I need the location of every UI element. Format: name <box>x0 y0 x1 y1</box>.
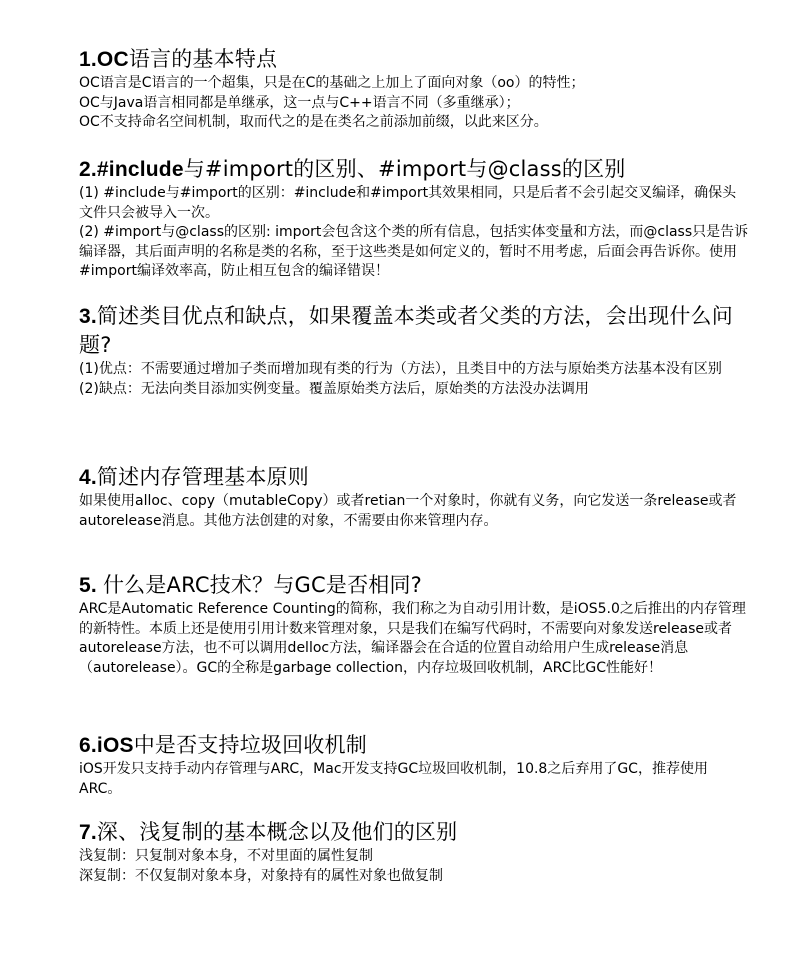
section-4-heading <box>79 463 749 492</box>
section-3-heading <box>79 302 749 360</box>
section-3 <box>79 302 749 399</box>
section-2-heading <box>79 155 749 184</box>
section-1-line-1: OC语言是C语言的一个超集，只是在C的基础之上加上了面向对象（oo）的特性； <box>79 75 585 91</box>
section-7-title: 深、浅复制的基本概念以及他们的区别 <box>96 820 458 844</box>
section-4 <box>79 463 749 531</box>
section-3-line-2: (2)缺点：无法向类目添加实例变量。覆盖原始类方法后，原始类的方法没办法调用 <box>79 380 589 397</box>
section-6 <box>79 731 749 799</box>
section-1-line-3: OC不支持命名空间机制，取而代之的是在类名之前添加前缀，以此来区分。 <box>79 114 548 130</box>
section-5-number: 5. <box>79 574 103 597</box>
section-1-line-2: OC与Java语言相同都是单继承，这一点与C++语言不同（多重继承）； <box>79 94 520 111</box>
section-1-body <box>79 74 749 133</box>
section-2-line-1: (1) #include与#import的区别：#include和#import其效果相同，只是后者不会引起交叉编译，确保头文件只会被导入一次。 <box>79 185 737 221</box>
section-4-number: 4. <box>79 466 97 489</box>
section-5-line-1: ARC是Automatic Reference Counting的简称，我们称之为自动引用计数，是iOS5.0之后推出的内存管理的新特性。本质上还是使用引用计数来管理对象，只是我们在编写代码时，不需要向对象发送release或者autorelease方法，也不可以调用delloc方法，编译器会在合适的位置自动给用户生成release消息（autorelease）。GC的全称是garbage collection，内存垃圾回收机制，ARC比GC性能好！ <box>79 601 746 676</box>
section-2-line-2: (2) #import与@class的区别: import会包含这个类的所有信息，包括实体变量和方法，而@class只是告诉编译器，其后面声明的名称是类的名称，至于这些类是如何定义的，暂时不用考虑，后面会再告诉你。使用#import编译效率高，防止相互包含的编译错误！ <box>79 224 749 279</box>
section-5-body <box>79 600 749 678</box>
section-2-number: 2.#include <box>79 158 184 181</box>
section-4-line-1: 如果使用alloc、copy（mutableCopy）或者retian一个对象时，你就有义务，向它发送一条release或者autorelease消息。其他方法创建的对象，不需要由你来管理内存。 <box>79 493 737 529</box>
section-5 <box>79 571 749 678</box>
section-6-body <box>79 760 749 799</box>
section-1 <box>79 45 749 133</box>
section-7-body <box>79 847 749 886</box>
section-3-body <box>79 360 749 399</box>
section-7-number: 7. <box>79 821 97 844</box>
section-6-line-1: iOS开发只支持手动内存管理与ARC，Mac开发支持GC垃圾回收机制，10.8之后弃用了GC，推荐使用ARC。 <box>79 761 708 797</box>
section-3-number: 3. <box>79 305 97 328</box>
section-1-heading <box>79 45 749 74</box>
section-7-line-1: 浅复制：只复制对象本身，不对里面的属性复制 <box>79 848 373 864</box>
section-2-title: 与#import的区别、#import与@class的区别 <box>183 157 626 181</box>
section-3-title: 简述类目优点和缺点，如果覆盖本类或者父类的方法，会出现什么问题? <box>79 304 733 357</box>
section-7 <box>79 818 749 886</box>
section-5-title: 什么是ARC技术？与GC是否相同? <box>102 573 423 597</box>
section-6-title: 中是否支持垃圾回收机制 <box>133 733 367 757</box>
section-6-number: 6.iOS <box>79 734 134 757</box>
section-1-number: 1.OC <box>79 48 129 71</box>
section-1-title: 语言的基本特点 <box>128 47 278 71</box>
section-2-body <box>79 184 749 282</box>
section-5-heading <box>79 571 749 600</box>
section-7-heading <box>79 818 749 847</box>
section-2 <box>79 155 749 282</box>
section-6-heading <box>79 731 749 760</box>
section-7-line-2: 深复制：不仅复制对象本身，对象持有的属性对象也做复制 <box>79 867 443 884</box>
section-4-title: 简述内存管理基本原则 <box>96 465 309 489</box>
section-4-body <box>79 492 749 531</box>
section-3-line-1: (1)优点：不需要通过增加子类而增加现有类的行为（方法），且类目中的方法与原始类方法基本没有区别 <box>79 361 722 377</box>
